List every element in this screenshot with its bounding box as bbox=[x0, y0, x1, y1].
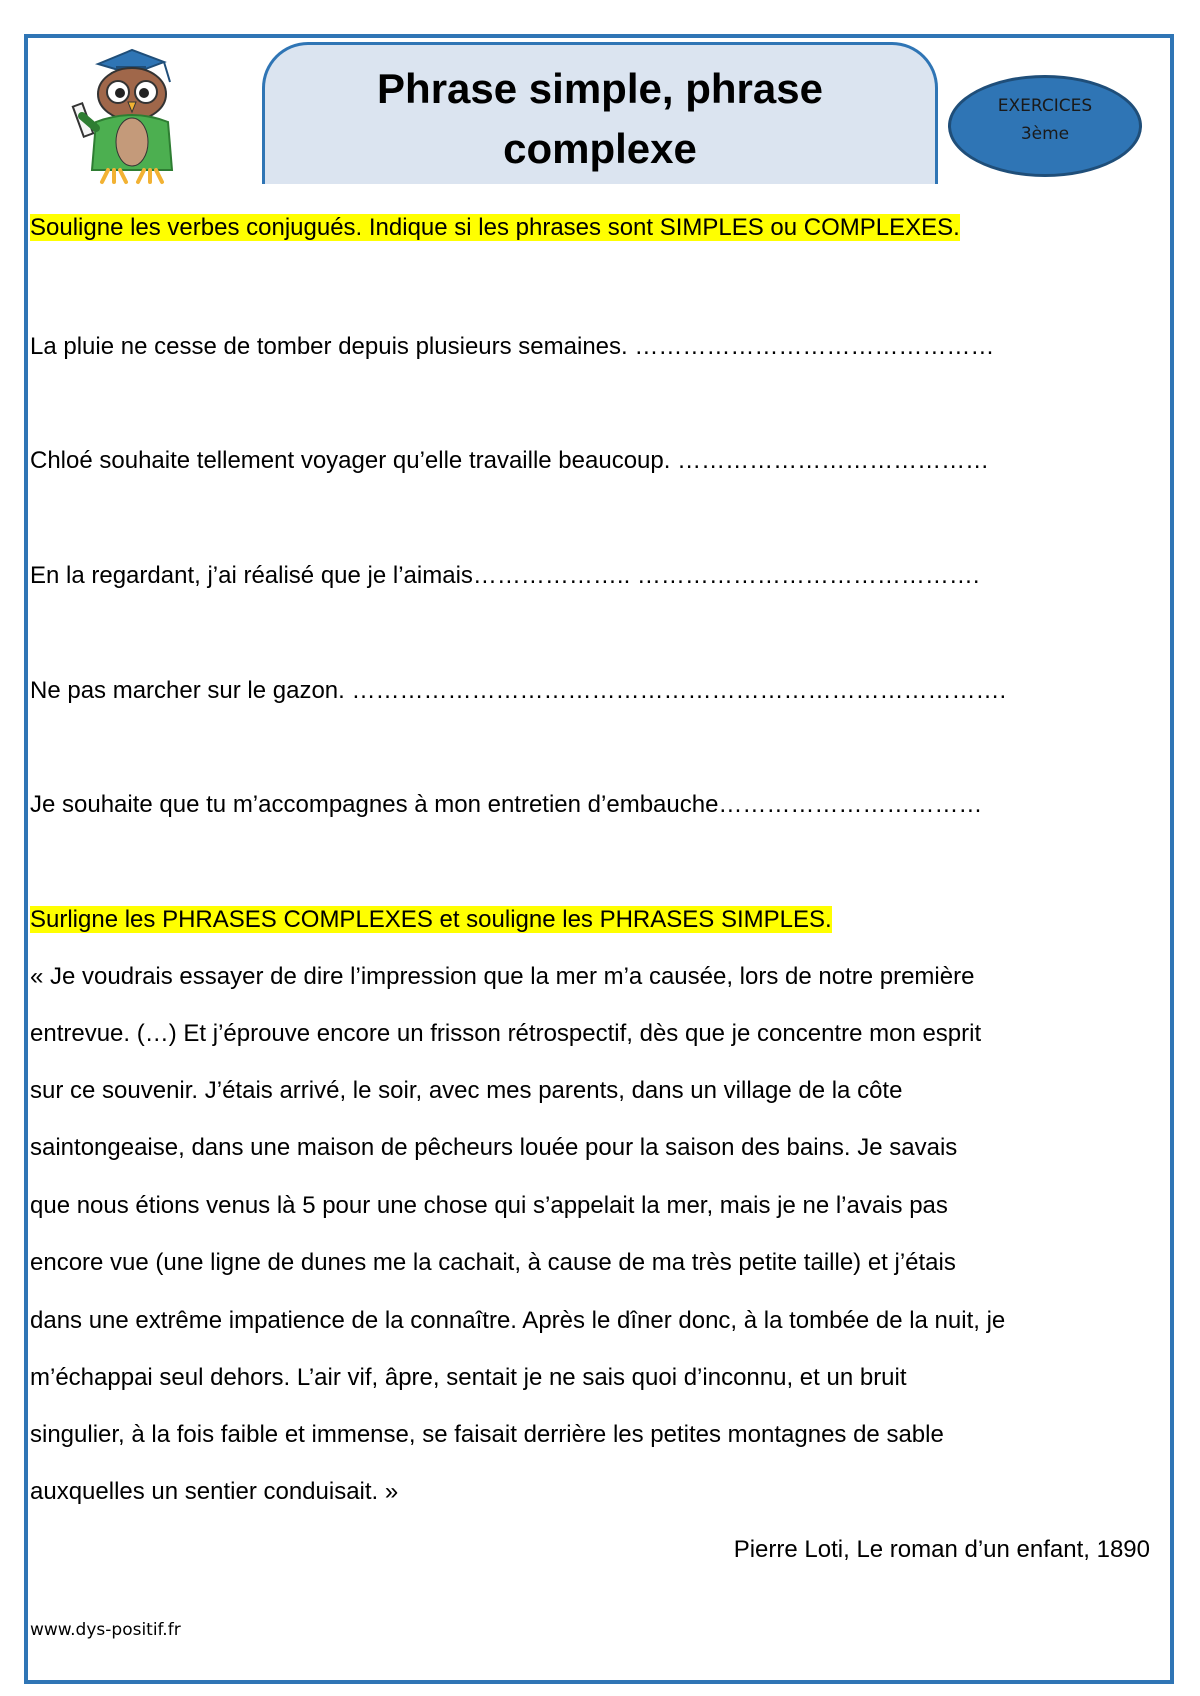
level-badge bbox=[948, 75, 1142, 177]
badge-label: EXERCICES bbox=[997, 96, 1093, 116]
page-title-line2: complexe bbox=[503, 125, 697, 172]
exercise1-sentence-1: La pluie ne cesse de tomber depuis plusieurs semaines. ……………………………………… bbox=[30, 333, 995, 360]
text-line-3: sur ce souvenir. J’étais arrivé, le soir, avec mes parents, dans un village de la côte bbox=[30, 1077, 903, 1104]
exercise1-sentence-4: Ne pas marcher sur le gazon. ………………………………………………………………………. bbox=[30, 677, 1007, 704]
badge-level: 3ème bbox=[1020, 124, 1070, 144]
text-line-10: auxquelles un sentier conduisait. » bbox=[30, 1478, 399, 1505]
page-title-line1: Phrase simple, phrase bbox=[377, 65, 823, 112]
exercise1-instruction bbox=[30, 214, 960, 242]
exercise1-instruction-text: Souligne les verbes conjugués. Indique si les phrases sont SIMPLES ou COMPLEXES. bbox=[30, 214, 960, 241]
text-line-2: entrevue. (…) Et j’éprouve encore un frisson rétrospectif, dès que je concentre mon esprit bbox=[30, 1020, 982, 1047]
text-line-7: dans une extrême impatience de la connaître. Après le dîner donc, à la tombée de la nuit, je bbox=[30, 1307, 1006, 1334]
footer-url[interactable]: www.dys-positif.fr bbox=[30, 1620, 181, 1640]
exercise1-sentence-2: Chloé souhaite tellement voyager qu’elle travaille beaucoup. ………………………………… bbox=[30, 447, 990, 474]
title-banner bbox=[262, 42, 938, 184]
text-line-6: encore vue (une ligne de dunes me la cachait, à cause de ma très petite taille) et j’étais bbox=[30, 1249, 956, 1276]
text-line-8: m’échappai seul dehors. L’air vif, âpre, sentait je ne sais quoi d’inconnu, et un bruit bbox=[30, 1364, 907, 1391]
exercise2-instruction-text: Surligne les PHRASES COMPLEXES et souligne les PHRASES SIMPLES. bbox=[30, 906, 832, 933]
owl-mascot-icon bbox=[60, 42, 200, 187]
exercise1-sentence-3: En la regardant, j’ai réalisé que je l’aimais……………….. ……………………………………. bbox=[30, 562, 980, 589]
exercise2-instruction bbox=[30, 906, 832, 934]
citation-author: Pierre Loti, Le roman d’un enfant, 1890 bbox=[733, 1536, 1150, 1563]
text-line-9: singulier, à la fois faible et immense, se faisait derrière les petites montagnes de sable bbox=[30, 1421, 944, 1448]
text-line-1: « Je voudrais essayer de dire l’impression que la mer m’a causée, lors de notre première bbox=[30, 963, 975, 990]
exercise1-sentence-5: Je souhaite que tu m’accompagnes à mon entretien d’embauche…………………………… bbox=[30, 791, 983, 818]
text-line-5: que nous étions venus là 5 pour une chose qui s’appelait la mer, mais je ne l’avais pas bbox=[30, 1192, 948, 1219]
text-line-4: saintongeaise, dans une maison de pêcheurs louée pour la saison des bains. Je savais bbox=[30, 1134, 958, 1161]
